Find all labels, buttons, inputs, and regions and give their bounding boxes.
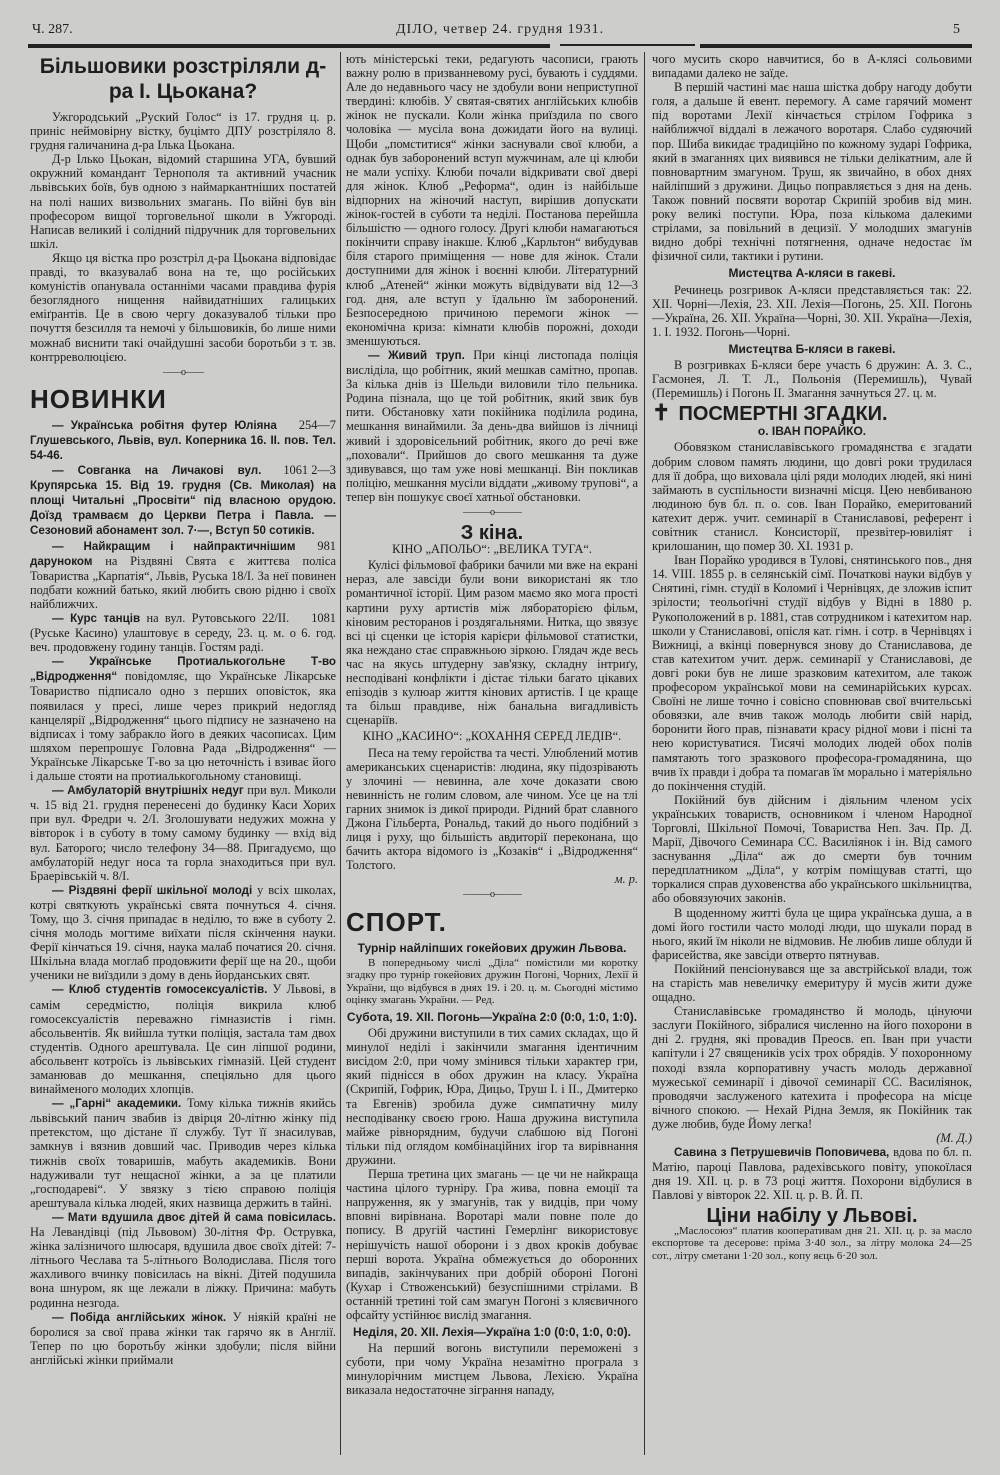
news-item-text: повідомляє, що Українське Лікарське Товариство підписало одно з перших оповісток, яка появилася у пресі, лише через прикрий недогляд канцелярії „Відродження“ цього підпису не зазначено на відписах і тому забракло його в деяких часописах. Цим шляхом перепрошує Головна Рада „Відродження“ — Українське Лікарське Т-во за цю неточність і взиває його і дальше стояти на протиалькогольному становищі. — [30, 669, 336, 784]
news-item-text: на Різдвяні Свята є життєва поліса Товариства „Карпатія“, Львів, Руська 18/I. За неї повинен подбати кожний батько, який любить свою рідню і своїх найближчих. — [30, 553, 336, 611]
news-item-lead: — Українська робітня футер Юліяна Глушевського, Львів, вул. Коперника 16. II. пов. Тел. 54-46. — [30, 418, 336, 462]
paragraph: Іван Порайко уродився в Тулові, снятинського пов., дня 14. VIII. 1855 р. в селянській сімї. Початкові науки відбув у Снятині, гімн. студії в Коломиї і Чернівцях, де зложив іспит зрілости; теольоґічні студії відбув у Відні в 1880 р. Рукоположений в р. 1881, став сотрудником і катехитом нар. школи у Станиславові, опісля кат. гімн. і сотр. в Чернівцях і Вижниці, а вкінці повернувся знову до Станиславова, де став катехитом учит. держ. семинарії у Станиславові, де довгі роки був не лише зразковим катехитом, але також професором української мови на семинарійських курсах. Своїні не лише точно і совісно сповнював свої вчительські обовязки, але вчив також молодь любити свій нарід, боронити його прав, пізнавати красу рідної мови і пісні та нею користуватися. Тисячі молодих людей обох полів памятають того зразкового професора-громадянина, що вчив їх правди і добра та помагав їм морально і матеріяльно до покінчення студій. — [652, 553, 972, 793]
news-item-lead: — Курс танців — [52, 612, 141, 625]
column-divider — [340, 52, 341, 1455]
news-item-text: У Львові, в самім середмістю, поліція викрила клюб гомосексуалістів переважно гімназистів і гімн. абсольвентів. Як вийшла тутки поліція, застала там двох студентів. Одного арештувала. Це син ліпшої родини, абсольвент котроїсь із львівських гімназій. Цей студент заманював до мешкання, спеціяльно для цього винайменого молодих хлопців. — [30, 982, 337, 1097]
news-item-lead: Савина з Петрушевичів Поповичева, — [674, 1146, 890, 1160]
news-item-text: При кінці листопада поліція висліділа, що робітник, який мешкав самітно, пропав. За кілька днів із Шельди виловили тіло пельника. Родина пізнала, що це той робітник, який звик був пити. Обстановку хати покійника поділила родина, мешкання винаймили. За день-два вийшов із лічниці живий і здоровісельний робітник, якого до речі вже „поховали“. Прийшов до свого мешкання та дуже здивувався, що там уже нові мешканці. Він покликав поліцію, мешкання мусіли віддати „живому трупові“, а тепер він пошукує своєї хатньої обстановки. — [346, 347, 638, 504]
news-item — [30, 654, 336, 783]
news-item — [30, 611, 336, 654]
column-2 — [346, 52, 638, 1398]
paragraph: В першій частині має наша шістка добру нагоду добути голя, а дальше й евент. перемогу. А саме гарячий момент під воротами Лехії кінчається стрілом Гофрика з найближчої віддалі в лежачого воротаря. Слабо судяючий пор. Шиба викидає традиційно по кожному зударі Гофрика, який в змаганнях цих виявився не тільки делікатним, але й повновартним змагуном. Труш, як звичайно, в обох днях найліпший з дружини. Дицьо поправляється з дня на день. Також повний посвяти воротар Скрипій зробив від мин. року великі поступи. Юра, поза кількома далекими стрілами, за повільний в децизії. У молодших змагунів видно добрі технічні потягнення, одначе недостає їм фізичної сили, тактики і рутини. — [652, 80, 972, 264]
article-headline: Більшовики розстріляли д-ра І. Цьокана? — [39, 55, 327, 103]
news-item-lead: — Живий труп. — [368, 348, 465, 362]
film-title: КІНО „АПОЛЬО“: „ВЕЛИКА ТУГА“. — [392, 542, 592, 557]
news-item-lead: — Мати вдушила двоє дітей й сама повісилась. — [52, 1210, 336, 1224]
news-item-lead: — Українське Протиалькогольне Т-во „Відродження“ — [30, 655, 336, 684]
news-item-text: вдова по бл. п. Матію, пароці Павлова, радехівського повіту, упокоїлася дня 19. XII. ц. р. в 73 році життя. Похорони відбулися в Павлові у вівторок 22. XII. ц. р. В. Й. П. — [652, 1145, 972, 1203]
item-reference: 981 — [317, 538, 336, 553]
news-item — [652, 1145, 972, 1202]
subheading: Неділя, 20. XII. Лехія—Україна 1:0 (0:0, 1:0, 0:0). — [353, 1325, 631, 1340]
news-item-text: Тому кілька тижнів якийсь львівський панич звабив із двірця 20-літню жінку під претекстом, що дістане її службу. Тут її знасилував, замкнув і вязнив довший час. Приводив через кілька тижнів своїх товаришів, мабуть академиків. Вони надуживали тут нещасної жінки, а за це платили „господареві“. У звязку з тією справою поліція арештувала кілька людей, яких назвища держить в тайні. — [30, 1096, 336, 1210]
separator: ——o—— — [163, 366, 203, 378]
subheading: о. ІВАН ПОРАЙКО. — [757, 424, 867, 439]
obituary-heading — [652, 400, 972, 426]
news-item-lead: — „Гарні“ академики. — [52, 1097, 182, 1111]
column-3 — [652, 52, 972, 1262]
masthead-rule — [560, 44, 695, 46]
paragraph: Якщо ця вістка про розстріл д-ра Цьокана відповідає правді, то вказувалаб вона на те, що російських комуністів опанувала останніми часами правдива фурія безоглядного нищення найвидатніших галицьких еміґрантів. Це в свою чергу доказувалоб тільки про почуття безсилля та немочі у більшовиків, бо лише ними можнаб виснити такі очайдушні засоби боротьби з т. зв. контрреволюцією. — [30, 250, 336, 364]
section-heading: Ціни набілу у Львові. — [706, 1204, 918, 1227]
paragraph: Обовязком станиславівського громадянства є згадати добрим словом память людини, що довгі роки трудилася для її добра, що виховала цілі ряди молодих людей, які нині займають в суспільности визначні місця. Цею невбиваною людиною був бл. п. о. сов. Іван Порайко, емеритований катехит держ. учит. семинарії в Станиславові, референт і совітник станисл. Консисторії, презвітер-ювиліят і крилошанин, що помер 30. XI. 1931 р. — [652, 440, 972, 554]
film-title: КІНО „КАСИНО“: „КОХАННЯ СЕРЕД ЛЕДІВ“. — [362, 729, 622, 744]
news-item-text: На Левандівці (під Львовом) 30-літня Фр. Острувка, жінка залізничого шлюсаря, вдушила двоє своїх дітей: 7-літнього Чеслава та 5-літнього Володислава. Після того жахливого вчинку повісилась на вікні. Дітей подушила вона шнуром, як ще лежали в ліжку. Причина: мабуть родинна незгода. — [30, 1225, 336, 1310]
author-signature: м. р. — [614, 872, 638, 887]
separator: ———o——— — [463, 889, 521, 901]
column-1 — [30, 52, 336, 1367]
masthead — [28, 22, 972, 44]
paragraph: Д-р Ілько Цьокан, відомий старшина УГА, бувший окружний командант Тернополя та активний учасник львівських боїв, був одною з наймаркантніших постатей на полі наших визвольних змагань. По війні був він професором вищої торговельної школи в Ужгороді. Написав великий і солідний підручник для торговельних шкіл. — [30, 152, 336, 251]
section-heading: З кіна. — [460, 522, 524, 545]
subheading: Мистецтва Б-кляси в гакеві. — [728, 341, 896, 356]
paragraph: Покійний був дійсним і діяльним членом усіх українських товариств, основником і членом Народної Торговлі, Шкільної Помочі, Товариства Неп. Зач. Пр. Д. Марії, Дівочого Семинара СС. Василіянок і ін. Від самого заснування „Діла“ аж до смерти був точним передплатником „Діла“, у котрім поміщував статті, що торкалися справ духовенства або українського шкільництва, або обовязуючих законів. — [652, 792, 972, 906]
news-item — [30, 883, 336, 983]
editorial-note: В попередньому числі „Діла“ помістили ми коротку згадку про турнір гокейових дружин Погоні, Чорних, Лехії й України, що відбувся в днях 19. і 20. ц. м. Сьогодні містимо оцінку змагань України. — Ред. — [346, 956, 638, 1007]
editorial-note: „Маслосоюз“ платив кооперативам дня 21. XII. ц. р. за масло експортове та десерове: пріма 3·40 зол., за літру молока 24—25 сот., літру сметани 1·20 зол., копу яєць 6·20 зол. — [652, 1224, 972, 1262]
news-item-lead: — Клюб студентів гомосексуалістів. — [52, 983, 268, 997]
author-signature: (М. Д.) — [936, 1131, 972, 1146]
news-item-text: у всіх школах, котрі святкують українські свята почнуться 4. січня. Тому, що 3. січня припадає в неділю, то вже в суботу 2. січня молодь могтиме виїхати після скінчення науки. Ферії кінчаться 19. січня, наука малаб початися 20. січня. Шкільна влада моглаб продовжити ферії ще на 20., щоби ученики не виїздили з дому в день йорданських свят. — [30, 882, 337, 983]
subheading: Субота, 19. XII. Погонь—Україна 2:0 (0:0, 1:0, 1:0). — [346, 1010, 638, 1024]
item-reference: 254—7 — [298, 417, 336, 432]
paragraph: Обі дружини виступили в тих самих складах, що й минулої неділі і закінчили змагання ідентичним висідом 2:0, при чому змінився тільки характер гри, який піднісся в обох дружин на класу. Україна (Скрипій, Гофрик, Юра, Дицьо, Труш І. і II., Дмитерко та Евгенів) зробила дуже симпатичну милу несподіванку своєю грою. Наша дружина виступила майже рівнорядним, будучи слабшою від Погоні тільки під оглядом комбінаційних ігор та вирівнання дружини. — [346, 1026, 638, 1167]
obituary-heading-text: ПОСМЕРТНІ ЗГАДКИ. — [678, 403, 888, 426]
paragraph: Перша третина цих змагань — це чи не найкраща частина цілого турніру. Гра жива, повна емоції та напруження, як у змагунів, так у видців, при чому вповні вирівнана. Воротарі мали повне поле до попису. В другій частині Гемерлінг використовує нерішучість нашої оборони і з двох кроків добуває перші ворота. Україна обмежується до оборонних випадів, закінчуваних при добрій обороні Погоні (Кухар і Ствоженський) безуспішними стрілами. В останній третині той сам змагун Погоні з кляєвичного офсайту устійнює вислід змагання. — [346, 1167, 638, 1322]
issue-number: Ч. 287. — [32, 22, 73, 37]
masthead-rule — [28, 44, 550, 48]
paragraph: Песа на тему геройства та честі. Улюблений мотив американських сценаристів: людина, яку підозрівають у злочині — невинна, але хоче доказати свою невинність не голим словом, але чином. Усе це на тлі гарних знимок із дикої природи. Рідний брат славного Джона Гільберта, Рональд, такий до нього подібний з лиця і руху, що більшість авдиторії переконана, що бачить актора відомого із „Козаків“ і „Відродження“ Толстого. — [346, 745, 638, 873]
paragraph: В щоденному житті була це щира українська душа, а в домі його гостили часто молоді люди, що шукали порад в нього, який їм ніколи не відмовив. Не любив лише облуди й фарисейства, яке завсіди отверто пятнував. — [652, 905, 972, 962]
news-item — [30, 783, 336, 883]
news-item-lead: — Побіда англійських жінок. — [52, 1310, 227, 1324]
news-item-text: У ніякій країні не боролися за свої права жінки так гарячо як в Англії. Тепер по цю боротьбу жінки здобули; після війни англійські жінки приймали — [30, 1309, 336, 1367]
cross-icon: ✝ — [652, 400, 671, 426]
news-item-lead: — Совганка на Личакові вул. Крупярська 15. Від 19. грудня (Св. Миколая) на площі Читальні „Просвіти“ під власною орудою. Доїзд трамваєм до Церкви Петра і Павла. — Сезоновий абонамент зол. 7·—, Вступ 50 сотиків. — [30, 464, 336, 538]
news-item — [30, 463, 336, 538]
news-item-text: на вул. Рутовського 22/II. (Руське Касино) улаштовує в середу, 23. ц. м. о 6. год. веч. продовжену годину танців. Гостям раді. — [30, 611, 336, 655]
news-item — [30, 539, 336, 611]
paragraph: Станиславівське громадянство й молодь, цінуючи заслуги Покійного, зібралися численно на його похорони в дні 2. грудня, які провадив Преосв. еп. Іван при участи капітули і 27 священиків усіх трох обрядів. У похоронному поході взяла корпоративну участь молодь державної мужеської семинарії і дівочої семинарії СС. Василіянок, проводячи заслуженого катехита і професора на місце вічного спокою. — Нехай Рідна Земля, як Покійник так дуже любив, буде Йому легка! — [652, 1004, 972, 1131]
item-reference: 1061 2—3 — [283, 463, 336, 478]
section-heading: СПОРТ. — [346, 906, 447, 937]
section-heading: НОВИНКИ — [30, 383, 167, 414]
news-item — [30, 1310, 336, 1367]
newspaper-title-date: ДІЛО, четвер 24. грудня 1931. — [396, 22, 605, 37]
news-item — [30, 1210, 336, 1310]
news-item — [346, 348, 638, 504]
news-item — [30, 418, 336, 463]
news-item-lead: — Найкращим і найпрактичнішим даруноком — [30, 539, 296, 568]
subheading: Турнір найліпших гокейових дружин Львова. — [357, 940, 627, 955]
paragraph: На перший вогонь виступили переможені з суботи, при чому Україна незамітно програла з минулорічним мистцем Львова, Лехією. Україна виказала недостаточне зіграння нападу, — [346, 1341, 638, 1398]
news-item — [30, 982, 336, 1096]
paragraph: Речинець розгривок А-кляси представляється так: 22. XII. Чорні—Лехія, 23. XII. Лехія—Погонь, 25. XII. Погонь—Україна, 26. XII. Україна—Чорні, 30. XII. Україна—Лехія, 1. I. 1932. Погонь—Чорні. — [652, 282, 972, 339]
column-divider — [644, 52, 645, 1455]
item-reference: 1081 — [311, 611, 336, 625]
page-number: 5 — [953, 22, 960, 37]
subheading: Мистецтва А-кляси в гакеві. — [728, 266, 896, 281]
paragraph: Ужгородський „Руский Голос“ із 17. грудня ц. р. приніс неймовірну вістку, буцімто ДПУ розстріляло 8. грудня галичанина д-ра Ілька Цьокана. — [30, 110, 336, 153]
paragraph: Кулісі фільмової фабрики бачили ми вже на екрані нераз, але завсіди були вони використані як тло романтичної історії. Цим разом маємо яко мога прості картини руху артистів між лябораторією фільм, кіновим ресторанов і роздягальнями. Нитка, що звязує всі ці сценки це історія карієри фільмової статистки, яка неждано стає справжньою зіркою. Глядач жде весь час на якусь штудерну зав'язку, складну інтриґу, несподівані конфлікти і дістає тільки багато цікавих епізодів з кулюар життя кінових артистів. І це краще та більш правдиве, ніж банальна вигадливість сценаріїв. — [346, 558, 638, 728]
paragraph: Покійний пенсіонувався ще за австрійської влади, тож на старість мав невеличку емеритуру й мусів жити дуже ощадно. — [652, 961, 972, 1005]
paragraph: ють міністерські теки, редагують часописи, грають важну ролю в призванневому русі, бувають і суддями. Але до недавнього часу не здобули вони неприступної твердині: клюбів. У святая-святих англійських клюбів жінок не пускали. Коли жінка приїздила по свого чоловіка — мусіла вона дожидати його на вулиці. Щоби „помститися“ жінки заснували свої клюби, а однак був заборонений вступ мужчинам, але ці клюби не мали успіху. Клюби почали відкривати свої двері для жінок. Клюб „Реформа“, один із найбільше відпорних на жіночий наступ, вирішив допускати жінок-гостей в суботи та неділі. Постанова перейшла більшістю — одного голосу. Другі клюби намагаються покінчити справу інакше. Клюб „Карльтон“ вибудував біля старого приміщення — нове для жінок. Стали доступними для жінок і воєнні клюби. Літературний клюб „Атеней“ жінки можуть відвідувати від 12—3 год. дня, але вступ у їдальню їм заборонений. Безпосередною причиною перемоги жінок — економічна криза: кімнати клюбів порожні, доходи зменшуються. — [346, 52, 638, 348]
masthead-rule — [700, 44, 972, 48]
news-item-text: при вул. Миколи ч. 15 від 21. грудня перенесені до будинку Каси Хорих при вул. Фредри ч. 2/I. Зголошувати недужих можна у вівторок і в суботу в тому самому будинку — вхід від вул. Баторого; число телефону 34—88. Пригадуємо, що амбулаторій недуг носа та горла знаходиться при вул. Браерівській ч. 8/I. — [30, 783, 336, 883]
paragraph: чого мусить скоро навчитися, бо в А-клясі сольовими випадами далеко не заїде. — [652, 52, 972, 81]
paragraph: В розгривках Б-кляси бере участь 6 дружин: А. З. С., Гасмонея, Л. Т. Л., Польонія (Перемишль), Чувай (Перемишль) і Погонь II. Змагання зачнуться 27. ц. м. — [652, 357, 972, 401]
separator: ———o——— — [463, 507, 521, 518]
news-item-lead: — Різдвяні ферії шкільної молоді — [52, 883, 253, 897]
news-item — [30, 1096, 336, 1210]
news-item-lead: — Амбулаторій внутрішніх недуг — [52, 784, 244, 798]
